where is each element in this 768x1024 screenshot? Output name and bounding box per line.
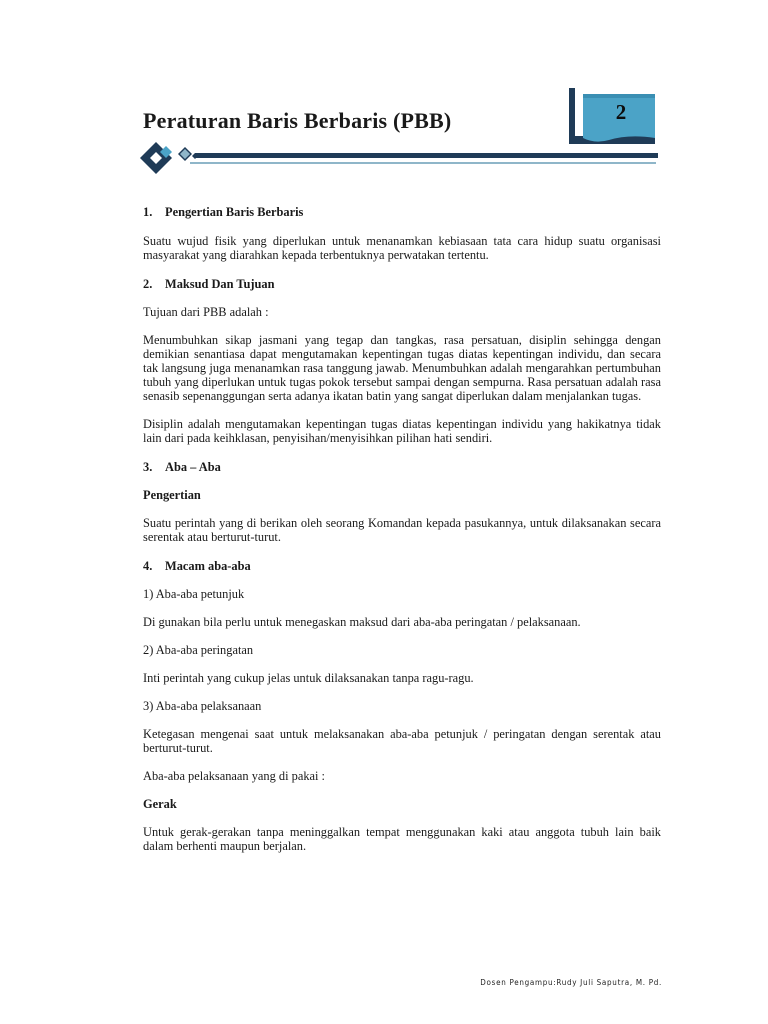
section-1-text: Suatu wujud fisik yang diperlukan untuk menanamkan kebiasaan tata cara hidup suatu organisasi masyarakat yang diarahkan kepada terbentuknya perwatakan tertentu. [143,234,661,262]
list-item-3-text: Ketegasan mengenai saat untuk melaksanakan aba-aba petunjuk / peringatan dengan serentak atau berturut-turut. [143,727,661,755]
footer-lecturer: Dosen Pengampu:Rudy Juli Saputra, M. Pd. [480,978,662,987]
gerak-text: Untuk gerak-gerakan tanpa meninggalkan tempat menggunakan kaki atau anggota tubuh lain baik dalam berhenti maupun berjalan. [143,825,661,853]
list-item-2-text: Inti perintah yang cukup jelas untuk dilaksanakan tanpa ragu-ragu. [143,671,474,685]
section-3-text: Suatu perintah yang di berikan oleh seorang Komandan kepada pasukannya, untuk dilaksanakan secara serentak atau berturut-turut. [143,516,661,544]
list-item-3: 3) Aba-aba pelaksanaan [143,699,262,713]
page-title: Peraturan Baris Berbaris (PBB) [143,108,452,133]
section-3-heading: 3. Aba – Aba [143,460,221,474]
list-item-2: 2) Aba-aba peringatan [143,643,254,657]
diamond-ornament [140,134,200,176]
section-3-subheading: Pengertian [143,488,201,502]
section-2-paragraph-1: Menumbuhkan sikap jasmani yang tegap dan tangkas, rasa persatuan, disiplin sehingga dengan demikian senantiasa dapat mengutamakan kepentingan tugas diatas kepentingan individu, dan secara tak langsung juga menanamkan rasa tanggung jawab. Menumbuhkan adalah mengarahkan pertumbuhan tubuh yang diperlukan untuk tugas pokok tersebut sampai dengan sempurna. Rasa persatuan adalah rasa senasib sepenanggungan serta adanya ikatan batin yang sangat diperlukan dalam menjalankan tugas. [143,333,661,403]
section-2-paragraph-2: Disiplin adalah mengutamakan kepentingan tugas diatas kepentingan individu yang hakikatnya tidak lain dari pada keihklasan, penyisihan/menyisihkan pilihan hati sendiri. [143,417,661,445]
list-item-1-text: Di gunakan bila perlu untuk menegaskan maksud dari aba-aba peringatan / pelaksanaan. [143,615,581,629]
used-commands-intro: Aba-aba pelaksanaan yang di pakai : [143,769,325,783]
header-rule-light [190,162,656,164]
list-item-1: 1) Aba-aba petunjuk [143,587,245,601]
section-1-heading: 1. Pengertian Baris Berbaris [143,205,304,219]
document-body [143,205,661,853]
section-2-heading: 2. Maksud Dan Tujuan [143,277,275,291]
gerak-heading: Gerak [143,797,177,811]
header-rule-dark [195,153,658,158]
section-4-heading: 4. Macam aba-aba [143,559,251,573]
section-2-intro: Tujuan dari PBB adalah : [143,305,269,319]
chapter-number: 2 [615,100,627,124]
